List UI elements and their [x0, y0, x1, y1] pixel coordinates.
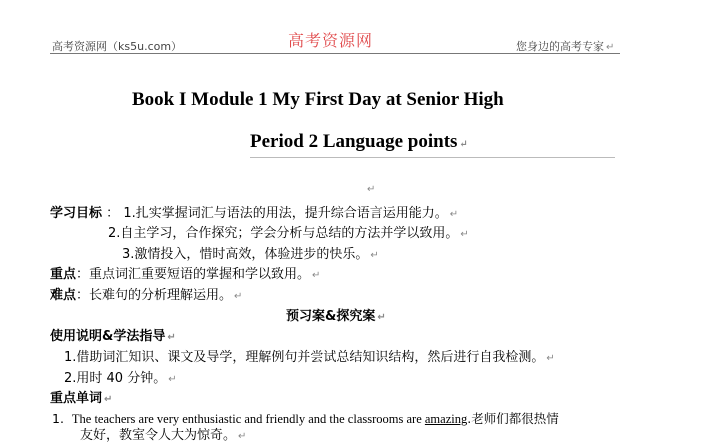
objective-item: 2.自主学习，合作探究；学会分析与总结的方法并学以致用。 ↵ — [108, 226, 469, 241]
vocab-keyword: amazing — [424, 412, 468, 426]
title-line-1: Book I Module 1 My First Day at Senior High — [132, 89, 504, 110]
title-line-2: Period 2 Language points ↵ — [250, 131, 468, 152]
key-point: 重点：重点词汇重要短语的掌握和学以致用。 ↵ — [50, 267, 321, 282]
header-logo: 高考资源网 — [288, 31, 374, 50]
vocab-item-1-cont: 友好，教室令人大为惊奇。 ↵ — [80, 428, 247, 443]
objectives-label: 学习目标 — [50, 206, 103, 221]
empty-paragraph: ↵ — [367, 184, 376, 195]
section-title: 预习案&探究案 ↵ — [286, 309, 386, 324]
objectives-line-1: 学习目标 ： 1.扎实掌握词汇与语法的用法，提升综合语言运用能力。 ↵ — [50, 206, 459, 221]
usage-heading: 使用说明&学法指导 ↵ — [50, 329, 176, 344]
title-rule — [250, 157, 615, 158]
vocab-heading: 重点单词 ↵ — [50, 391, 113, 406]
usage-item: 1.借助词汇知识、课文及导学，理解例句并尝试总结知识结构，然后进行自我检测。 ↵ — [64, 350, 555, 365]
header-rule — [50, 53, 620, 54]
usage-item: 2.用时 40 分钟。 ↵ — [64, 371, 177, 386]
objective-item: 1.扎实掌握词汇与语法的用法，提升综合语言运用能力。 — [123, 206, 448, 221]
vocab-item-1: 1. The teachers are very enthusiastic and friendly and the classrooms are amazing.老师们都很热情 — [52, 411, 559, 426]
difficulty: 难点：长难句的分析理解运用。 ↵ — [50, 288, 243, 303]
objective-item: 3.激情投入，惜时高效，体验进步的快乐。 ↵ — [122, 247, 379, 262]
header-site: 高考资源网（ks5u.com） — [52, 40, 183, 53]
header-slogan: 您身边的高考专家 ↵ — [516, 40, 615, 53]
